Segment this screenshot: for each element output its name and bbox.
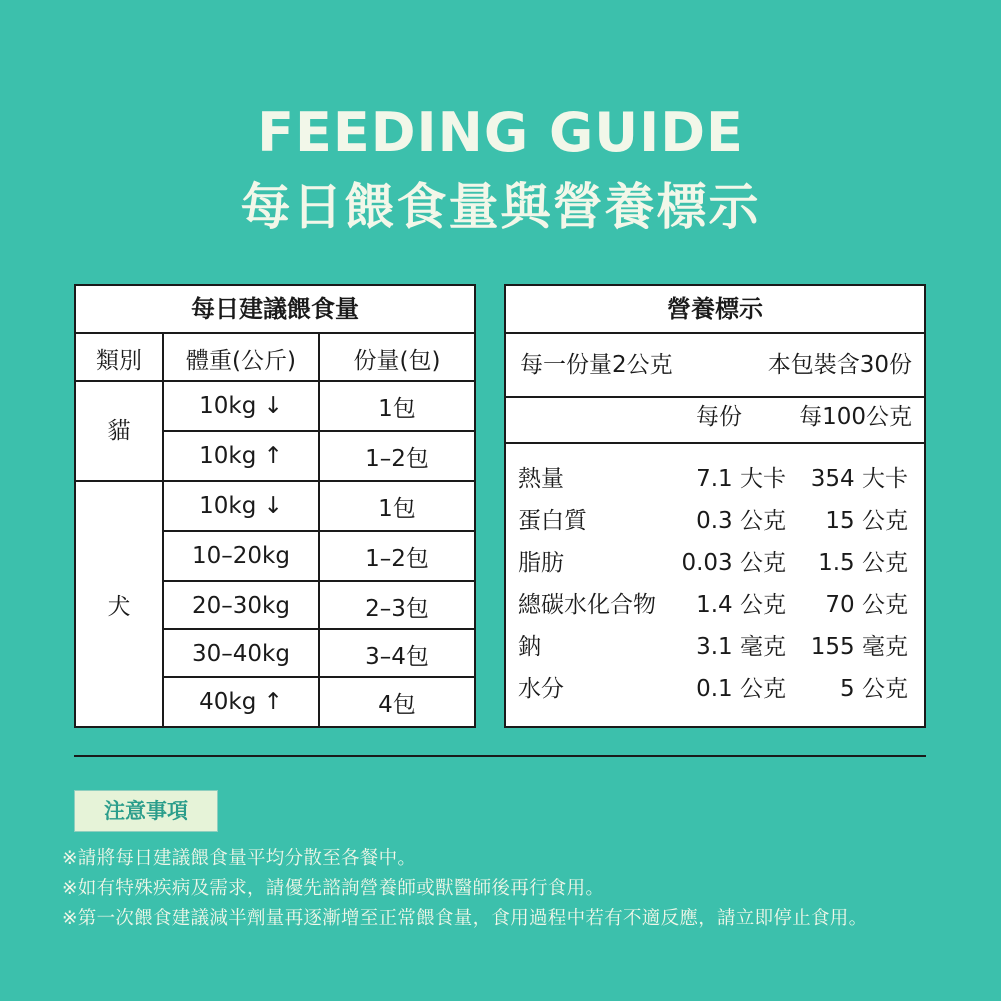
notice-badge: 注意事項 — [74, 790, 218, 832]
nutrient-per-serving: 7.1 大卡 — [696, 466, 786, 492]
nutrition-table — [504, 284, 926, 728]
row-portion: 2–3包 — [365, 595, 429, 622]
servings-per-pack: 本包裝含30份 — [767, 352, 912, 378]
title-english: FEEDING GUIDE — [257, 101, 744, 164]
notice-line: ※請將每日建議餵食量平均分散至各餐中。 — [62, 848, 417, 869]
nutrition-divider — [506, 396, 924, 398]
nutrition-divider — [506, 442, 924, 444]
category-cat: 貓 — [107, 417, 131, 444]
serving-size: 每一份量2公克 — [520, 352, 673, 378]
nutrient-per-100g: 1.5 公克 — [818, 550, 908, 576]
notice-line: ※如有特殊疾病及需求，請優先諮詢營養師或獸醫師後再行食用。 — [62, 878, 605, 899]
nutrient-per-serving: 0.03 公克 — [681, 550, 786, 576]
nutrient-name: 蛋白質 — [518, 508, 587, 534]
nutrient-per-100g: 155 毫克 — [810, 634, 908, 660]
nutrient-per-serving: 0.1 公克 — [696, 676, 786, 702]
title-chinese: 每日餵食量與營養標示 — [240, 178, 761, 236]
feeding-table-header: 每日建議餵食量 — [76, 286, 474, 334]
nutrient-name: 水分 — [518, 676, 564, 702]
notice-line: ※第一次餵食建議減半劑量再逐漸增至正常餵食量，食用過程中若有不適反應，請立即停止食用。 — [62, 908, 868, 929]
nutrient-per-serving: 3.1 毫克 — [696, 634, 786, 660]
row-weight: 10kg ↓ — [199, 493, 283, 519]
row-weight: 10–20kg — [192, 543, 290, 569]
row-portion: 4包 — [378, 691, 416, 718]
nutrient-name: 鈉 — [518, 634, 541, 660]
nutrient-per-100g: 15 公克 — [825, 508, 908, 534]
nutrient-name: 脂肪 — [518, 550, 564, 576]
row-portion: 1包 — [378, 395, 416, 422]
row-weight: 40kg ↑ — [199, 689, 283, 715]
row-portion: 3–4包 — [365, 643, 429, 670]
nutrient-per-serving: 0.3 公克 — [696, 508, 786, 534]
nutrient-per-100g: 70 公克 — [825, 592, 908, 618]
feeding-table — [74, 284, 476, 728]
row-weight: 20–30kg — [192, 593, 290, 619]
nutrient-per-serving: 1.4 公克 — [696, 592, 786, 618]
section-divider — [74, 755, 926, 757]
row-portion: 1–2包 — [365, 445, 429, 472]
col-per-serving: 每份 — [696, 404, 742, 430]
row-weight: 10kg ↑ — [199, 443, 283, 469]
col-portion-header: 份量(包) — [353, 347, 441, 374]
col-weight-header: 體重(公斤) — [186, 347, 296, 374]
category-dog: 犬 — [107, 593, 131, 620]
col-per-100g: 每100公克 — [799, 404, 912, 430]
nutrient-name: 總碳水化合物 — [518, 592, 656, 618]
col-type-header: 類別 — [96, 347, 142, 374]
row-weight: 10kg ↓ — [199, 393, 283, 419]
nutrient-name: 熱量 — [518, 466, 564, 492]
nutrient-per-100g: 5 公克 — [840, 676, 908, 702]
nutrition-table-header: 營養標示 — [506, 286, 924, 334]
row-portion: 1包 — [378, 495, 416, 522]
nutrient-per-100g: 354 大卡 — [810, 466, 908, 492]
row-weight: 30–40kg — [192, 641, 290, 667]
row-portion: 1–2包 — [365, 545, 429, 572]
